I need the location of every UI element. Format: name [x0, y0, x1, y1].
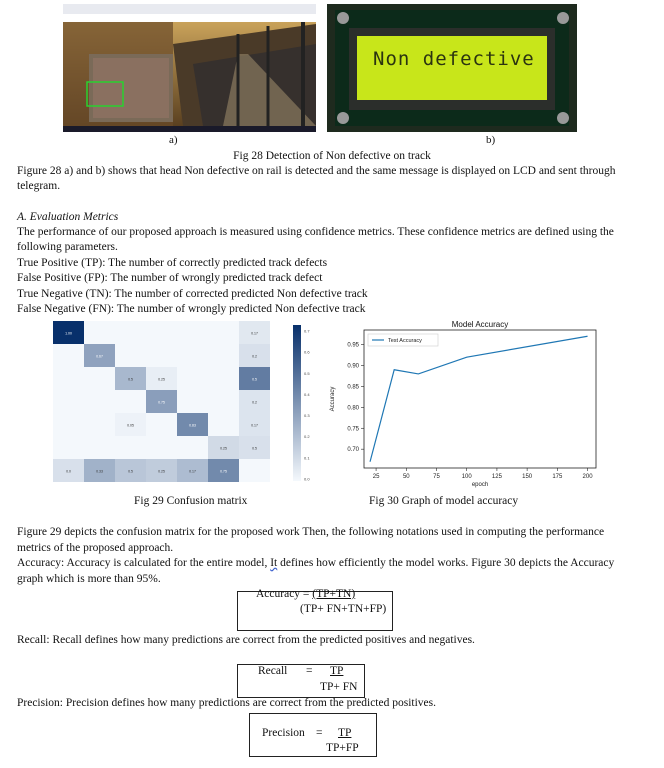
heatmap-cell-label: 0.0: [66, 469, 71, 474]
accuracy-equation: [237, 588, 393, 631]
heatmap-cell-label: 0.25: [158, 469, 165, 474]
heatmap-cell-label: 0.75: [158, 400, 165, 405]
recall-eq-num: TP: [330, 665, 344, 677]
fig30-caption: Fig 30 Graph of model accuracy: [369, 495, 519, 507]
heatmap-cell-label: 0.67: [96, 354, 103, 359]
x-axis-label: epoch: [471, 482, 489, 488]
section-intro-1: The performance of our proposed approach is measured using confidence metrics. These confidence metrics are defined using the: [17, 226, 614, 238]
x-tick-label: 200: [582, 474, 593, 480]
fig28-label-a: a): [169, 134, 178, 146]
colorbar-tick: 0.4: [304, 391, 310, 397]
lcd-text: Non defective: [373, 48, 535, 70]
y-tick-label: 0.85: [347, 384, 359, 391]
colorbar-tick: 0.3: [304, 413, 310, 419]
def-tp: True Positive (TP): The number of correctly predicted track defects: [17, 257, 328, 269]
def-fn: False Negative (FN): The number of wrongly predicted Non defective track: [17, 303, 366, 315]
def-tn: True Negative (TN): The number of corrected predicted Non defective track: [17, 288, 368, 300]
recall-equation: [237, 664, 365, 698]
fig28-caption: Fig 28 Detection of Non defective on track: [233, 150, 431, 162]
acc-eq-num: (TP+TN): [312, 588, 356, 600]
colorbar-tick: 0.0: [304, 476, 310, 482]
accuracy-chart-svg: [326, 318, 606, 490]
heatmap-cell-label: 0.25: [158, 377, 165, 382]
chart-title: Model Accuracy: [451, 320, 509, 329]
recall-text: Recall: Recall defines how many predictions are correct from the predicted positives and negatives.: [17, 634, 475, 646]
section-heading: A. Evaluation Metrics: [17, 211, 119, 223]
colorbar: [293, 325, 301, 481]
x-tick-label: 150: [522, 474, 533, 480]
accuracy-line2: graph which is more than 95%.: [17, 573, 161, 585]
acc-eq-lhs: Accuracy =: [256, 588, 313, 600]
precision-text: Precision: Precision defines how many predictions are correct from the predicted positives.: [17, 697, 436, 709]
heatmap-cell-label: 0.25: [220, 446, 227, 451]
def-fp: False Positive (FP): The number of wrongly predicted track defect: [17, 272, 323, 284]
series-line: [370, 336, 587, 461]
legend-label: Test Accuracy: [388, 338, 422, 344]
y-tick-label: 0.75: [347, 426, 359, 433]
x-tick-label: 75: [433, 474, 440, 480]
acc-eq-den: (TP+ FN+TN+FP): [300, 603, 387, 615]
precision-eq-lhs: Precision: [262, 727, 305, 739]
confusion-matrix: [33, 319, 323, 489]
x-tick-label: 175: [552, 474, 563, 480]
para1-line1: Figure 28 a) and b) shows that head Non defective on rail is detected and the same message is displayed on LCD and sent through: [17, 165, 616, 177]
colorbar-tick: 0.2: [304, 434, 310, 440]
colorbar-tick: 0.1: [304, 455, 310, 461]
heatmap-cell-label: 0.83: [189, 423, 196, 428]
heatmap-cell-label: 1.00: [65, 331, 72, 336]
plot-frame: [364, 330, 596, 468]
y-tick-label: 0.80: [347, 405, 359, 412]
heatmap-cell-label: 0.05: [127, 423, 134, 428]
x-tick-label: 125: [491, 474, 502, 480]
colorbar-tick: 0.5: [304, 370, 310, 376]
x-tick-label: 25: [372, 474, 380, 480]
fig28-screenshot: [63, 4, 316, 132]
heatmap-cell-label: 0.17: [251, 423, 258, 428]
confusion-matrix-svg: [33, 319, 323, 489]
colorbar-tick: 0.6: [304, 349, 310, 355]
heatmap-cell-label: 0.17: [189, 469, 196, 474]
heatmap-cell-label: 0.17: [251, 331, 258, 336]
fig28-lcd: [327, 4, 577, 132]
fig28-label-b: b): [486, 134, 496, 146]
accuracy-text-b: It: [270, 557, 278, 569]
precision-eq-num: TP: [338, 727, 352, 739]
station-photo: [63, 4, 316, 132]
accuracy-chart: [326, 318, 606, 490]
heatmap-cell-label: 0.5: [252, 377, 257, 382]
heatmap-cell-label: 0.33: [96, 469, 103, 474]
heatmap-cell: [239, 459, 270, 482]
para2-line2: metrics of the proposed approach.: [17, 542, 174, 554]
x-tick-label: 100: [461, 474, 472, 480]
recall-eq-den: TP+ FN: [320, 681, 358, 693]
precision-eq-sign: =: [316, 727, 323, 739]
colorbar-tick: 0.7: [304, 328, 310, 334]
heatmap-cell-label: 0.5: [252, 446, 257, 451]
precision-equation: [249, 713, 377, 757]
para1-line2: telegram.: [17, 180, 61, 192]
y-axis-label: Accuracy: [330, 386, 336, 412]
fig29-caption: Fig 29 Confusion matrix: [134, 495, 248, 507]
recall-eq-sign: =: [306, 665, 313, 677]
section-intro-2: following parameters.: [17, 241, 118, 253]
heatmap-cell-label: 0.2: [252, 354, 257, 359]
accuracy-text-a: Accuracy: Accuracy is calculated for the entire model,: [17, 557, 271, 569]
heatmap-cell-label: 0.2: [252, 400, 257, 405]
y-tick-label: 0.90: [347, 363, 359, 370]
heatmap-cell-label: 0.5: [128, 469, 133, 474]
heatmap-cell-label: 0.75: [220, 469, 227, 474]
y-tick-label: 0.70: [347, 447, 359, 454]
y-tick-label: 0.95: [347, 342, 359, 349]
heatmap-cell-label: 0.5: [128, 377, 133, 382]
precision-eq-den: TP+FP: [326, 742, 359, 754]
recall-eq-lhs: Recall: [258, 665, 288, 677]
x-tick-label: 50: [402, 474, 410, 480]
para2-line1: Figure 29 depicts the confusion matrix for the proposed work Then, the following notations used in computing the performance: [17, 526, 605, 538]
accuracy-line1: [17, 556, 614, 571]
accuracy-text-c: defines how efficiently the model works. Figure 30 depicts the Accuracy: [277, 557, 615, 569]
